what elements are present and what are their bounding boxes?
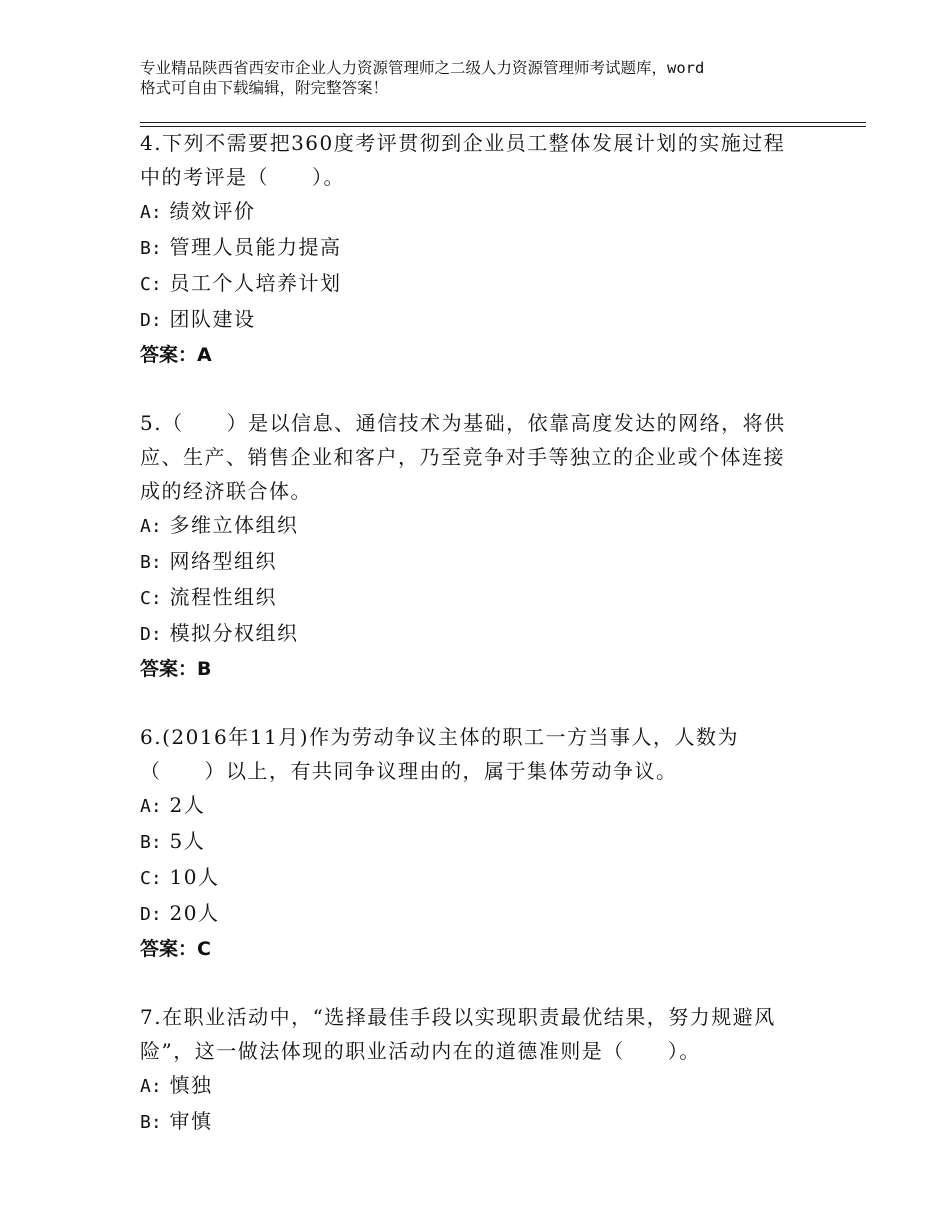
document-header [140, 58, 840, 98]
header-line-1: 专业精品陕西省西安市企业人力资源管理师之二级人力资源管理师考试题库，word [140, 59, 705, 77]
option-text: 20人 [161, 901, 220, 925]
option-letter: A: [140, 516, 162, 537]
option-b [140, 230, 840, 266]
option-letter: B: [140, 552, 162, 573]
question-text: 7.在职业活动中，“选择最佳手段以实现职责最优结果，努力规避风 [140, 1005, 776, 1029]
option-text: 多维立体组织 [161, 513, 299, 537]
option-text: 慎独 [161, 1073, 213, 1097]
option-letter: C: [140, 868, 162, 889]
answer-label: 答案：C [140, 938, 211, 960]
option-b [140, 1104, 840, 1140]
question-text: 成的经济联合体。 [140, 479, 312, 503]
option-text: 绩效评价 [161, 199, 256, 223]
option-d [140, 896, 840, 932]
option-text: 员工个人培养计划 [161, 271, 342, 295]
option-b [140, 824, 840, 860]
option-letter: D: [140, 310, 162, 331]
question-list [140, 126, 840, 1174]
question-text: 4.下列不需要把360度考评贯彻到企业员工整体发展计划的实施过程 [140, 131, 786, 155]
option-c [140, 860, 840, 896]
header-rule-top [140, 122, 866, 123]
option-a [140, 508, 840, 544]
option-d [140, 302, 840, 338]
question-6 [140, 720, 840, 966]
answer-label: 答案：B [140, 658, 212, 680]
question-text: 5.（ ）是以信息、通信技术为基础，依靠高度发达的网络，将供 [140, 411, 786, 435]
option-letter: B: [140, 1112, 162, 1133]
option-a [140, 1068, 840, 1104]
answer-label: 答案：A [140, 344, 212, 366]
question-7 [140, 1000, 840, 1140]
question-text: 险”，这一做法体现的职业活动内在的道德准则是（ ）。 [140, 1039, 701, 1063]
option-letter: B: [140, 238, 162, 259]
header-line-2: 格式可自由下载编辑，附完整答案！ [140, 79, 389, 97]
option-letter: C: [140, 274, 162, 295]
option-letter: D: [140, 904, 162, 925]
option-text: 5人 [161, 829, 206, 853]
question-text: （ ）以上，有共同争议理由的，属于集体劳动争议。 [140, 759, 678, 783]
option-text: 审慎 [161, 1109, 213, 1133]
option-c [140, 266, 840, 302]
question-text: 6.(2016年11月)作为劳动争议主体的职工一方当事人，人数为 [140, 725, 740, 749]
option-text: 团队建设 [161, 307, 256, 331]
option-b [140, 544, 840, 580]
option-letter: D: [140, 624, 162, 645]
question-5 [140, 406, 840, 686]
question-4 [140, 126, 840, 372]
option-letter: A: [140, 796, 162, 817]
option-letter: A: [140, 202, 162, 223]
option-text: 管理人员能力提高 [161, 235, 342, 259]
option-d [140, 616, 840, 652]
question-text: 中的考评是（ ）。 [140, 165, 345, 189]
option-a [140, 194, 840, 230]
option-letter: B: [140, 832, 162, 853]
option-text: 2人 [161, 793, 206, 817]
option-text: 模拟分权组织 [161, 621, 299, 645]
option-text: 流程性组织 [161, 585, 278, 609]
option-text: 10人 [161, 865, 220, 889]
option-c [140, 580, 840, 616]
option-text: 网络型组织 [161, 549, 278, 573]
option-letter: C: [140, 588, 162, 609]
question-text: 应、生产、销售企业和客户，乃至竞争对手等独立的企业或个体连接 [140, 445, 785, 469]
option-letter: A: [140, 1076, 162, 1097]
option-a [140, 788, 840, 824]
